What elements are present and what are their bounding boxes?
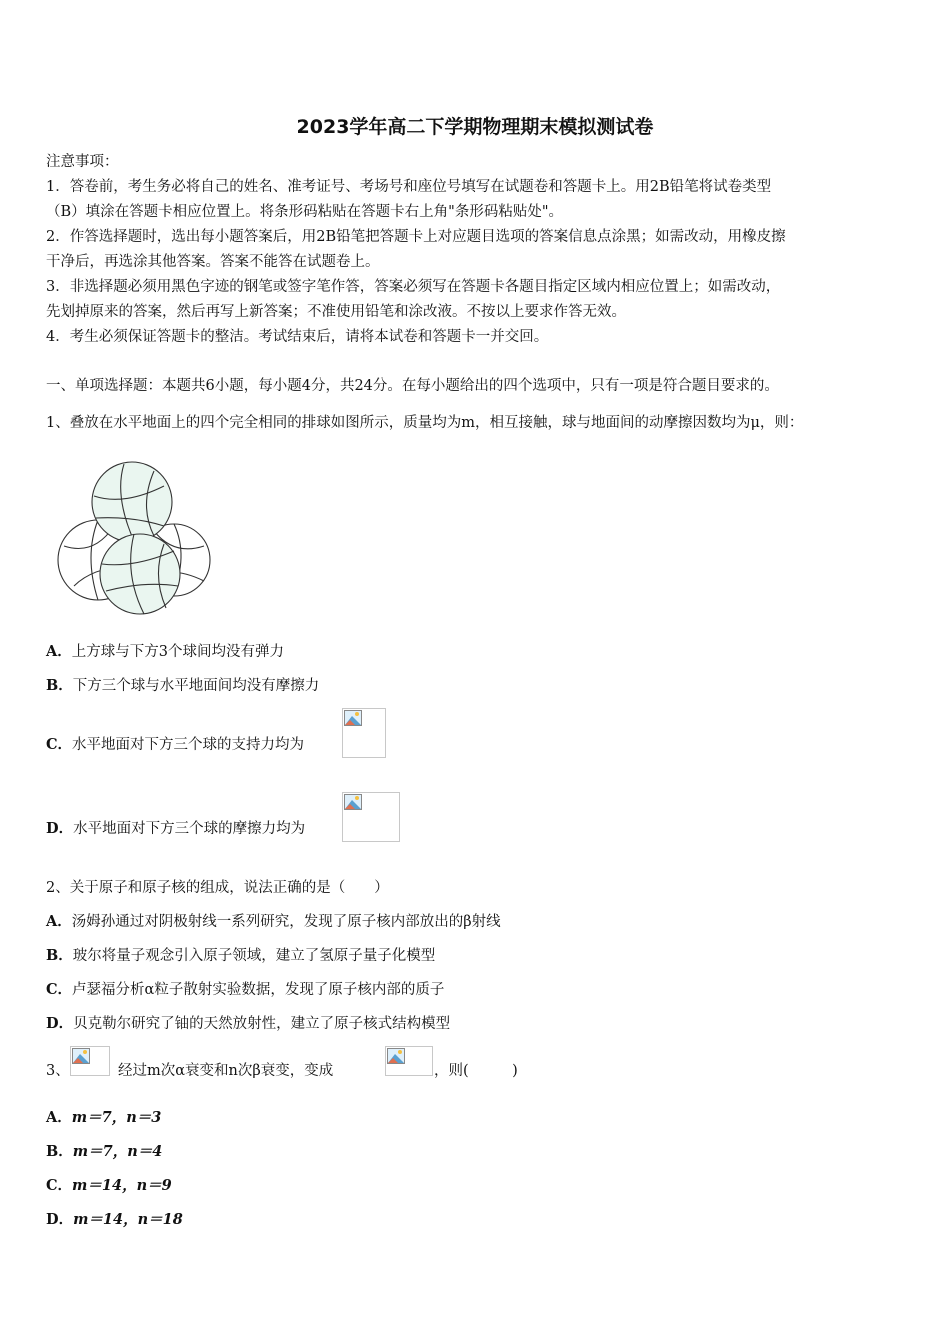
option-text: m＝14，n＝9 xyxy=(72,1177,172,1194)
option-key: A． xyxy=(46,913,72,930)
note-line: 1．答卷前，考生务必将自己的姓名、准考证号、考场号和座位号填写在试题卷和答题卡上。用2B铅笔将试卷类型 xyxy=(46,179,772,195)
option-key: D． xyxy=(46,1015,74,1032)
option-key: D． xyxy=(46,1211,74,1228)
q3-option-b xyxy=(46,1142,162,1162)
note-line: 2．作答选择题时，选出每小题答案后，用2B铅笔把答题卡上对应题目选项的答案信息点涂黑；如需改动，用橡皮擦 xyxy=(46,229,786,245)
option-key: C． xyxy=(46,981,73,998)
option-key: B． xyxy=(46,1143,73,1160)
question-3-stem xyxy=(46,1061,70,1081)
note-line: 3．非选择题必须用黑色字迹的钢笔或签字笔作答，答案必须写在答题卡各题目指定区域内相应位置上；如需改动， xyxy=(46,279,781,295)
volleyball-stack-figure xyxy=(54,456,214,616)
page-title: 2023学年高二下学期物理期末模拟测试卷 xyxy=(296,116,654,138)
q3-option-c xyxy=(46,1176,172,1196)
broken-image-placeholder xyxy=(342,708,386,758)
broken-image-icon xyxy=(72,1048,90,1064)
broken-image-placeholder xyxy=(385,1046,433,1076)
option-text: 汤姆孙通过对阴极射线一系列研究，发现了原子核内部放出的β射线 xyxy=(71,914,501,930)
section-heading: 一、单项选择题：本题共6小题，每小题4分，共24分。在每小题给出的四个选项中，只有一项是符合题目要求的。 xyxy=(46,378,779,394)
option-key: A． xyxy=(46,643,72,660)
option-text: 贝克勒尔研究了铀的天然放射性，建立了原子核式结构模型 xyxy=(73,1016,451,1032)
note-line: （B）填涂在答题卡相应位置上。将条形码粘贴在答题卡右上角"条形码粘贴处"。 xyxy=(46,204,563,220)
option-key: D． xyxy=(46,820,74,837)
note-line: 4．考生必须保证答题卡的整洁。考试结束后，请将本试卷和答题卡一并交回。 xyxy=(46,329,549,345)
option-key: B． xyxy=(46,677,73,694)
q1-option-c xyxy=(46,735,304,755)
option-key: A． xyxy=(46,1109,72,1126)
option-key: C． xyxy=(46,736,73,753)
question-3-mid: 经过m次α衰变和n次β衰变，变成 xyxy=(118,1063,334,1079)
broken-image-icon xyxy=(344,710,362,726)
question-2-stem: 2、关于原子和原子核的组成，说法正确的是（ ） xyxy=(46,880,389,896)
broken-image-icon xyxy=(344,794,362,810)
q1-option-b xyxy=(46,676,319,696)
option-key: B． xyxy=(46,947,73,964)
option-text: m＝7，n＝3 xyxy=(71,1109,162,1126)
q2-option-b xyxy=(46,946,435,966)
option-text: 卢瑟福分析α粒子散射实验数据，发现了原子核内部的质子 xyxy=(72,982,445,998)
question-number: 3、 xyxy=(46,1063,70,1079)
notes-heading: 注意事项： xyxy=(46,154,119,170)
q2-option-c xyxy=(46,980,444,1000)
option-text: m＝7，n＝4 xyxy=(72,1143,163,1160)
q3-option-a xyxy=(46,1108,161,1128)
question-1-stem: 1、叠放在水平地面上的四个完全相同的排球如图所示，质量均为m，相互接触，球与地面间的动摩擦因数均为μ，则： xyxy=(46,415,804,431)
option-text: 下方三个球与水平地面间均没有摩擦力 xyxy=(72,678,320,694)
question-3-end: ，则( ) xyxy=(434,1063,518,1079)
q1-option-d xyxy=(46,819,305,839)
broken-image-placeholder xyxy=(70,1046,110,1076)
q2-option-a xyxy=(46,912,501,932)
q2-option-d xyxy=(46,1014,450,1034)
q3-option-d xyxy=(46,1210,183,1230)
option-text: m＝14，n＝18 xyxy=(73,1211,183,1228)
note-line: 先划掉原来的答案，然后再写上新答案；不准使用铅笔和涂改液。不按以上要求作答无效。 xyxy=(46,304,626,320)
note-line: 干净后，再选涂其他答案。答案不能答在试题卷上。 xyxy=(46,254,380,270)
option-text: 水平地面对下方三个球的支持力均为 xyxy=(72,737,305,753)
option-key: C． xyxy=(46,1177,73,1194)
q1-option-a xyxy=(46,642,284,662)
option-text: 玻尔将量子观念引入原子领域，建立了氢原子量子化模型 xyxy=(72,948,436,964)
broken-image-icon xyxy=(387,1048,405,1064)
broken-image-placeholder xyxy=(342,792,400,842)
option-text: 水平地面对下方三个球的摩擦力均为 xyxy=(73,821,306,837)
option-text: 上方球与下方3个球间均没有弹力 xyxy=(71,644,284,660)
